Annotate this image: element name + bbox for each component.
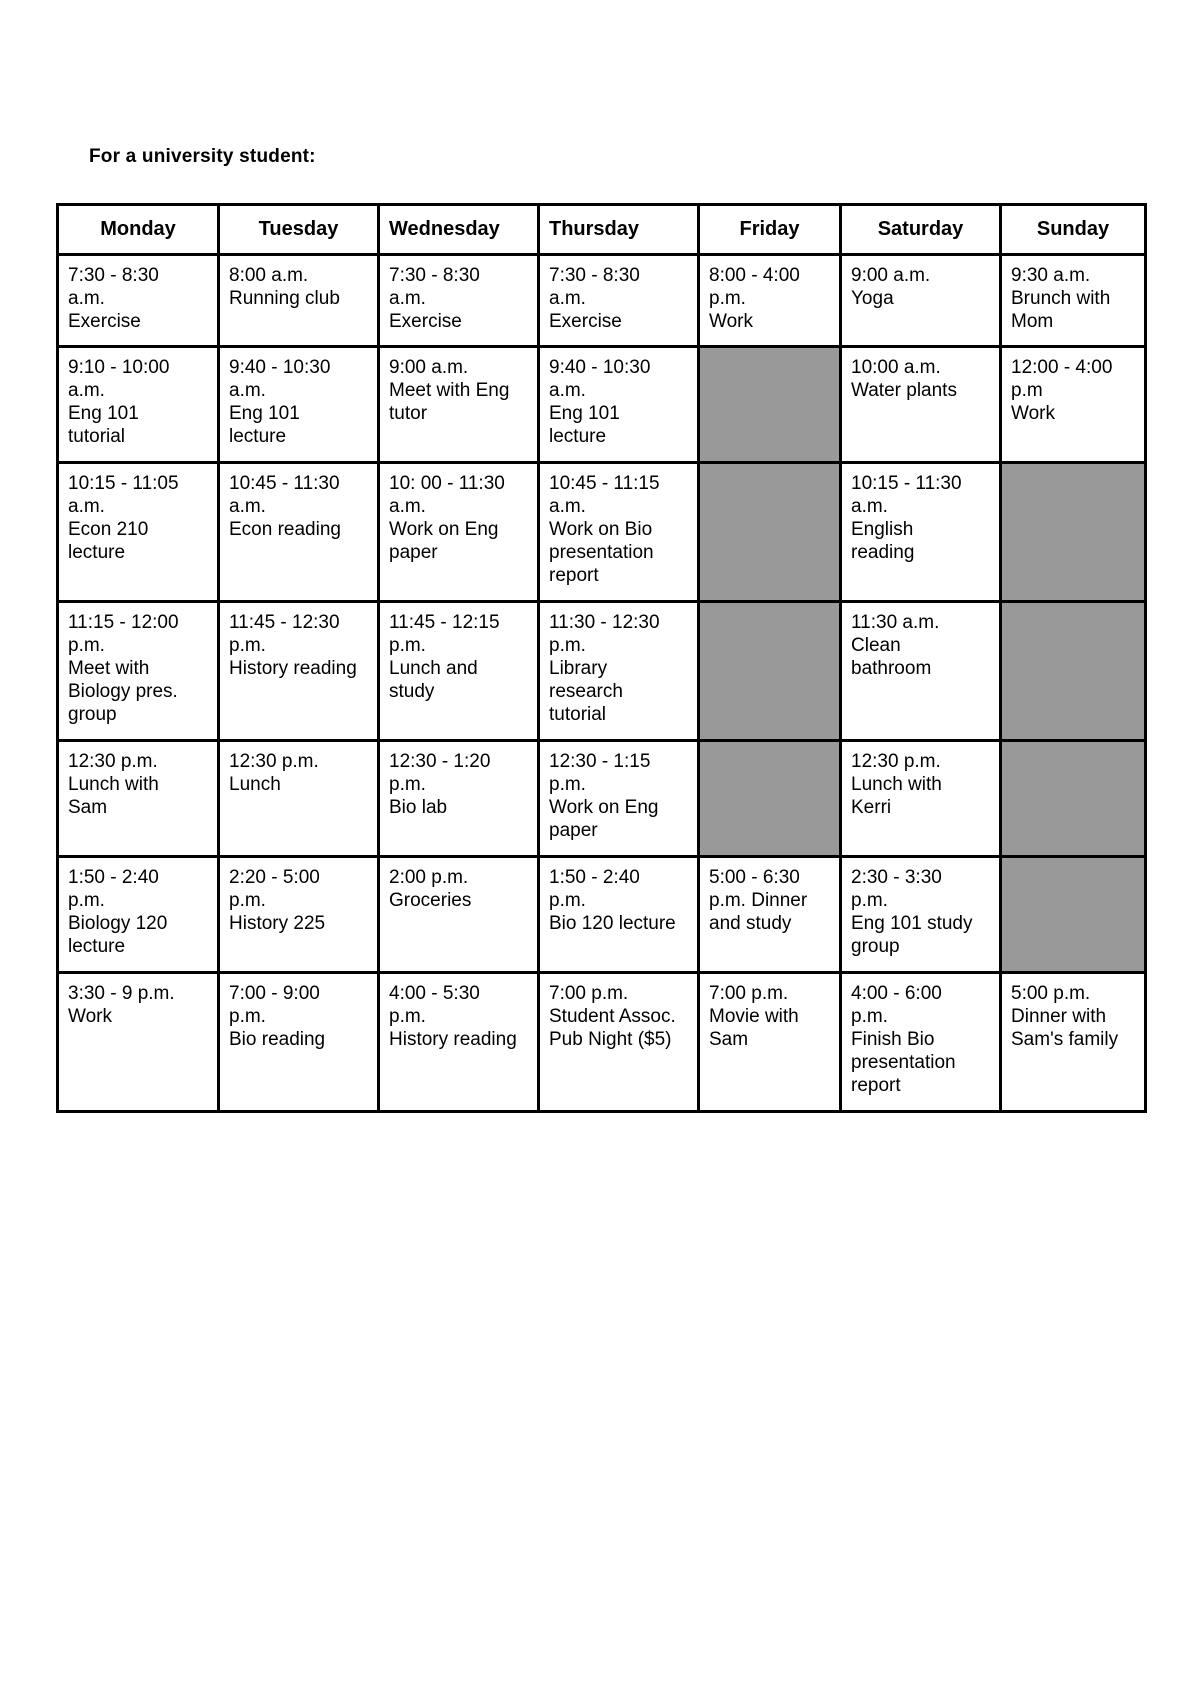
day-header-tuesday: Tuesday [219,205,379,255]
schedule-cell: 11:30 - 12:30 p.m. Library research tutorial [539,602,699,741]
schedule-cell: 3:30 - 9 p.m. Work [58,973,219,1112]
schedule-cell: 9:10 - 10:00 a.m. Eng 101 tutorial [58,347,219,463]
schedule-cell: 11:30 a.m. Clean bathroom [841,602,1001,741]
schedule-cell: 12:30 - 1:20 p.m. Bio lab [379,741,539,857]
schedule-cell: 11:15 - 12:00 p.m. Meet with Biology pres. group [58,602,219,741]
schedule-cell: 9:40 - 10:30 a.m. Eng 101 lecture [219,347,379,463]
table-row [58,741,1146,857]
schedule-cell: 9:00 a.m. Meet with Eng tutor [379,347,539,463]
blocked-cell [1001,602,1146,741]
header-row [58,205,1146,255]
schedule-cell: 11:45 - 12:30 p.m. History reading [219,602,379,741]
schedule-cell: 2:20 - 5:00 p.m. History 225 [219,857,379,973]
schedule-cell: 7:30 - 8:30 a.m. Exercise [58,255,219,347]
table-row [58,463,1146,602]
schedule-cell: 11:45 - 12:15 p.m. Lunch and study [379,602,539,741]
blocked-cell [1001,741,1146,857]
schedule-cell: 12:00 - 4:00 p.m Work [1001,347,1146,463]
day-header-monday: Monday [58,205,219,255]
schedule-cell: 8:00 a.m. Running club [219,255,379,347]
table-row [58,602,1146,741]
blocked-cell [699,463,841,602]
schedule-cell: 1:50 - 2:40 p.m. Bio 120 lecture [539,857,699,973]
schedule-cell: 2:00 p.m. Groceries [379,857,539,973]
blocked-cell [699,741,841,857]
schedule-cell: 4:00 - 5:30 p.m. History reading [379,973,539,1112]
schedule-cell: 12:30 p.m. Lunch with Kerri [841,741,1001,857]
blocked-cell [1001,857,1146,973]
schedule-cell: 7:30 - 8:30 a.m. Exercise [379,255,539,347]
blocked-cell [1001,463,1146,602]
day-header-thursday: Thursday [539,205,699,255]
schedule-cell: 10:15 - 11:05 a.m. Econ 210 lecture [58,463,219,602]
schedule-cell: 10:15 - 11:30 a.m. English reading [841,463,1001,602]
schedule-cell: 10:45 - 11:15 a.m. Work on Bio presentation report [539,463,699,602]
schedule-cell: 9:00 a.m. Yoga [841,255,1001,347]
schedule-cell: 10:45 - 11:30 a.m. Econ reading [219,463,379,602]
schedule-cell: 12:30 p.m. Lunch with Sam [58,741,219,857]
blocked-cell [699,347,841,463]
schedule-cell: 10: 00 - 11:30 a.m. Work on Eng paper [379,463,539,602]
schedule-cell: 5:00 p.m. Dinner with Sam's family [1001,973,1146,1112]
day-header-sunday: Sunday [1001,205,1146,255]
schedule-cell: 12:30 p.m. Lunch [219,741,379,857]
schedule-cell: 7:00 - 9:00 p.m. Bio reading [219,973,379,1112]
schedule-cell: 1:50 - 2:40 p.m. Biology 120 lecture [58,857,219,973]
blocked-cell [699,602,841,741]
schedule-cell: 7:30 - 8:30 a.m. Exercise [539,255,699,347]
schedule-cell: 8:00 - 4:00 p.m. Work [699,255,841,347]
weekly-schedule-table [56,203,1147,1113]
table-row [58,255,1146,347]
schedule-cell: 9:30 a.m. Brunch with Mom [1001,255,1146,347]
schedule-cell: 9:40 - 10:30 a.m. Eng 101 lecture [539,347,699,463]
schedule-cell: 10:00 a.m. Water plants [841,347,1001,463]
table-row [58,347,1146,463]
schedule-cell: 7:00 p.m. Movie with Sam [699,973,841,1112]
schedule-cell: 12:30 - 1:15 p.m. Work on Eng paper [539,741,699,857]
day-header-wednesday: Wednesday [379,205,539,255]
table-row [58,973,1146,1112]
page-heading: For a university student: [89,146,316,167]
table-row [58,857,1146,973]
schedule-cell: 5:00 - 6:30 p.m. Dinner and study [699,857,841,973]
schedule-cell: 4:00 - 6:00 p.m. Finish Bio presentation report [841,973,1001,1112]
day-header-saturday: Saturday [841,205,1001,255]
schedule-cell: 2:30 - 3:30 p.m. Eng 101 study group [841,857,1001,973]
schedule-cell: 7:00 p.m. Student Assoc. Pub Night ($5) [539,973,699,1112]
day-header-friday: Friday [699,205,841,255]
